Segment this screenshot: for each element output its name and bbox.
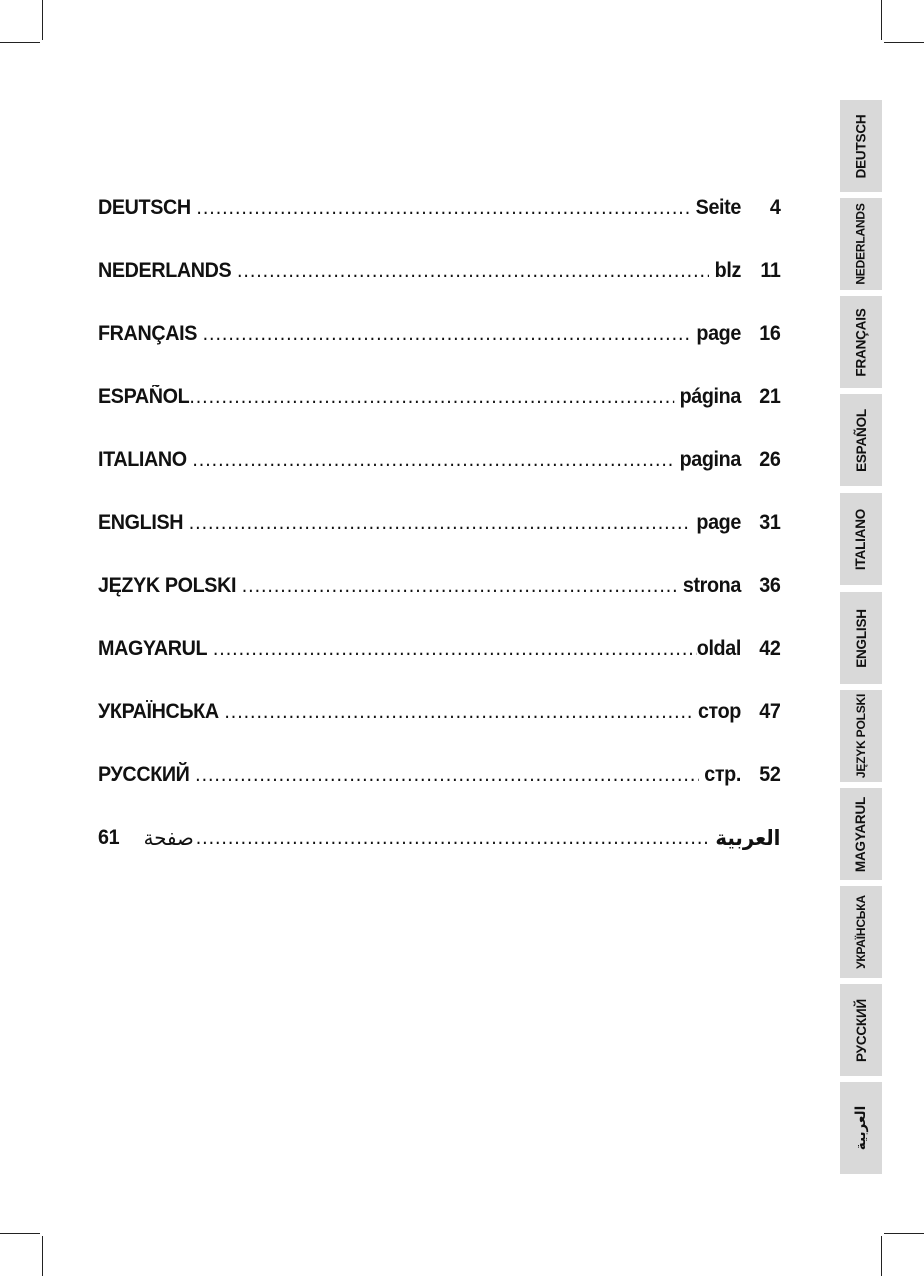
toc-entry-ukrainska[interactable] <box>98 692 780 732</box>
toc-language: РУССКИЙ <box>98 763 190 786</box>
dot-leader <box>196 196 690 220</box>
toc-page-number: 47 <box>759 700 781 723</box>
toc-entry-francais[interactable] <box>98 314 780 354</box>
tab-label: JĘZYK POLSKI <box>854 693 869 779</box>
tab-magyarul[interactable] <box>840 788 882 880</box>
toc-page-number: 26 <box>759 448 781 471</box>
toc-entry-espanol[interactable] <box>98 377 780 417</box>
toc-language: УКРАЇНСЬКА <box>98 700 219 723</box>
toc-page-number: 4 <box>769 196 781 219</box>
toc-page-number: 31 <box>759 511 781 534</box>
toc-page-number: 42 <box>759 637 781 660</box>
crop-mark <box>881 0 882 40</box>
tab-label: РУССКИЙ <box>853 998 869 1062</box>
dot-leader <box>242 574 678 598</box>
tab-label: DEUTSCH <box>853 114 869 178</box>
toc-page-number: 52 <box>759 763 781 786</box>
toc-page-word: página <box>679 385 741 408</box>
tab-nederlands[interactable] <box>840 198 882 290</box>
dot-leader <box>189 385 674 409</box>
crop-mark <box>42 1236 43 1276</box>
tab-espanol[interactable] <box>840 394 882 486</box>
toc-page-word: pagina <box>679 448 741 471</box>
toc-entry-russkiy[interactable] <box>98 755 780 795</box>
crop-mark <box>884 1233 924 1234</box>
crop-mark <box>42 0 43 40</box>
dot-leader <box>224 700 692 724</box>
toc-language: العربية <box>715 826 781 850</box>
toc-entry-english[interactable] <box>98 503 780 543</box>
toc-page-word: صفحة <box>143 826 194 850</box>
toc-page-number: 61 <box>98 826 120 849</box>
toc-page-word: blz <box>714 259 741 282</box>
tab-ukrainska[interactable] <box>840 886 882 978</box>
toc-page-number: 21 <box>759 385 781 408</box>
tab-english[interactable] <box>840 592 882 684</box>
dot-leader <box>195 763 698 787</box>
toc-language: ITALIANO <box>98 448 187 471</box>
tab-label: العربية <box>853 1105 869 1151</box>
crop-mark <box>884 42 924 43</box>
toc-entry-polski[interactable] <box>98 566 780 606</box>
toc-page-number: 36 <box>759 574 781 597</box>
crop-mark <box>881 1236 882 1276</box>
toc-page-word: strona <box>682 574 741 597</box>
toc-entry-arabic[interactable] <box>98 818 780 858</box>
dot-leader <box>213 637 697 661</box>
tab-polski[interactable] <box>840 690 882 782</box>
toc-page-word: стр. <box>704 763 741 786</box>
dot-leader <box>203 322 691 346</box>
toc-page-number: 11 <box>760 259 781 282</box>
toc-entry-italiano[interactable] <box>98 440 780 480</box>
dot-leader <box>194 826 710 850</box>
tab-arabic[interactable] <box>840 1082 882 1174</box>
tab-label: ESPAÑOL <box>853 408 869 472</box>
toc-page-word: Seite <box>695 196 741 219</box>
dot-leader <box>237 259 709 283</box>
crop-mark <box>0 1233 40 1234</box>
toc-entry-nederlands[interactable] <box>98 251 780 291</box>
tab-label: ITALIANO <box>853 508 869 570</box>
toc-language: NEDERLANDS <box>98 259 232 282</box>
toc-language: FRANÇAIS <box>98 322 197 345</box>
toc-page-number: 16 <box>759 322 781 345</box>
dot-leader <box>192 448 674 472</box>
toc-page-word: page <box>696 322 741 345</box>
tab-francais[interactable] <box>840 296 882 388</box>
tab-label: FRANÇAIS <box>853 307 869 377</box>
tab-label: NEDERLANDS <box>854 203 868 285</box>
toc-entry-magyarul[interactable] <box>98 629 780 669</box>
tab-russkiy[interactable] <box>840 984 882 1076</box>
toc-language: JĘZYK POLSKI <box>98 574 237 597</box>
toc-page-word: стор <box>697 700 741 723</box>
toc-language: ESPAÑOL <box>98 385 190 408</box>
tab-label: MAGYARUL <box>853 796 869 872</box>
tab-label: ENGLISH <box>853 608 869 668</box>
toc-page-word: page <box>696 511 741 534</box>
dot-leader <box>189 511 691 535</box>
toc-language: DEUTSCH <box>98 196 191 219</box>
tab-label: УКРАЇНСЬКА <box>854 895 869 969</box>
tab-italiano[interactable] <box>840 493 882 585</box>
crop-mark <box>0 42 40 43</box>
toc-language: MAGYARUL <box>98 637 208 660</box>
toc-entry-deutsch[interactable] <box>98 188 780 228</box>
toc-page-word: oldal <box>696 637 741 660</box>
toc-language: ENGLISH <box>98 511 184 534</box>
tab-deutsch[interactable] <box>840 100 882 192</box>
